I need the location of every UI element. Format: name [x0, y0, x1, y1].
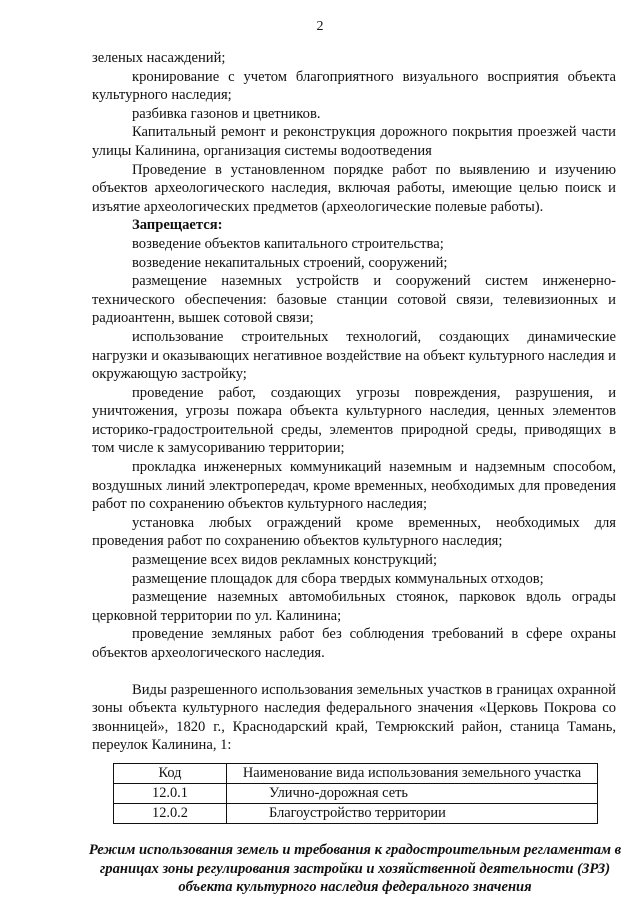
- top-paragraphs: [92, 49, 616, 216]
- paragraph: зеленых насаждений;: [92, 50, 226, 66]
- land-use-intro: Виды разрешенного использования земельных участков в границах охранной зоны объекта культурного наследия федерального значения «Церковь Покрова со звонницей», 1820 г., Краснодарский край, Темрюкский район, станица Тамань, переулок Калинина, 1:: [92, 681, 616, 754]
- table-row: [114, 783, 598, 803]
- land-use-table: [113, 763, 598, 824]
- prohibited-item: проведение работ, создающих угрозы повреждения, разрушения, и уничтожения, угрозы пожара объекта культурного наследия, ценных элементов историко-градостроительной среды, элементов природной среды, приводящих в том числе к замусориванию территории;: [92, 384, 616, 457]
- prohibited-item: использование строительных технологий, создающих динамические нагрузки и оказывающих негативное воздействие на объект культурного наследия и окружающую застройку;: [92, 328, 616, 383]
- cell-name: Благоустройство территории: [227, 803, 598, 823]
- prohibited-item: прокладка инженерных коммуникаций наземным и надземным способом, воздушных линий электропередач, кроме временных, необходимых для проведения работ по сохранению объектов культурного наследия;: [92, 459, 616, 513]
- paragraph: разбивка газонов и цветников.: [132, 105, 321, 122]
- prohibited-item: возведение некапитальных строений, сооружений;: [132, 254, 448, 271]
- cell-name: Улично-дорожная сеть: [227, 783, 598, 803]
- prohibited-item: установка любых ограждений кроме временных, необходимых для проведения работ по сохранению объектов культурного наследия;: [92, 514, 616, 550]
- prohibited-heading: Запрещается:: [132, 217, 223, 234]
- paragraph: Проведение в установленном порядке работ по выявлению и изучению объектов археологического наследия, включая работы, имеющие целью поиск и изъятие археологических предметов (археологические полевые работы).: [92, 161, 616, 215]
- prohibited-item: размещение площадок для сбора твердых коммунальных отходов;: [132, 570, 544, 587]
- page-number: 2: [316, 19, 324, 34]
- table-row: [114, 803, 598, 823]
- prohibited-item: размещение наземных автомобильных стоянок, парковок вдоль ограды церковной территории по ул. Калинина;: [92, 589, 616, 624]
- prohibited-item: возведение объектов капитального строительства;: [132, 235, 444, 252]
- paragraph: кронирование с учетом благоприятного визуального восприятия объекта культурного наследия;: [92, 68, 616, 104]
- document-body: [88, 49, 622, 897]
- prohibited-item: размещение всех видов рекламных конструкций;: [132, 552, 438, 569]
- table-header-row: [114, 763, 598, 783]
- prohibited-item: проведение земляных работ без соблюдения требований в сфере охраны объектов археологического наследия.: [92, 626, 616, 661]
- column-header-code: Код: [114, 763, 227, 783]
- cell-code: 12.0.1: [114, 783, 227, 803]
- prohibited-list: [92, 235, 616, 663]
- prohibited-item: размещение наземных устройств и сооружений систем инженерно-технического обеспечения: базовые станции сотовой связи, телевизионных и радиоантенн, вышек сотовой связи;: [92, 273, 616, 327]
- cell-code: 12.0.2: [114, 803, 227, 823]
- section-title: Режим использования земель и требования к градостроительным регламентам в границах зоны регулирования застройки и хозяйственной деятельности (ЗРЗ) объекта культурного наследия федерального значения: [88, 841, 622, 896]
- column-header-name: Наименование вида использования земельного участка: [227, 763, 598, 783]
- paragraph: Капитальный ремонт и реконструкция дорожного покрытия проезжей части улицы Калинина, организация системы водоотведения: [92, 124, 616, 159]
- spacer: [92, 663, 616, 681]
